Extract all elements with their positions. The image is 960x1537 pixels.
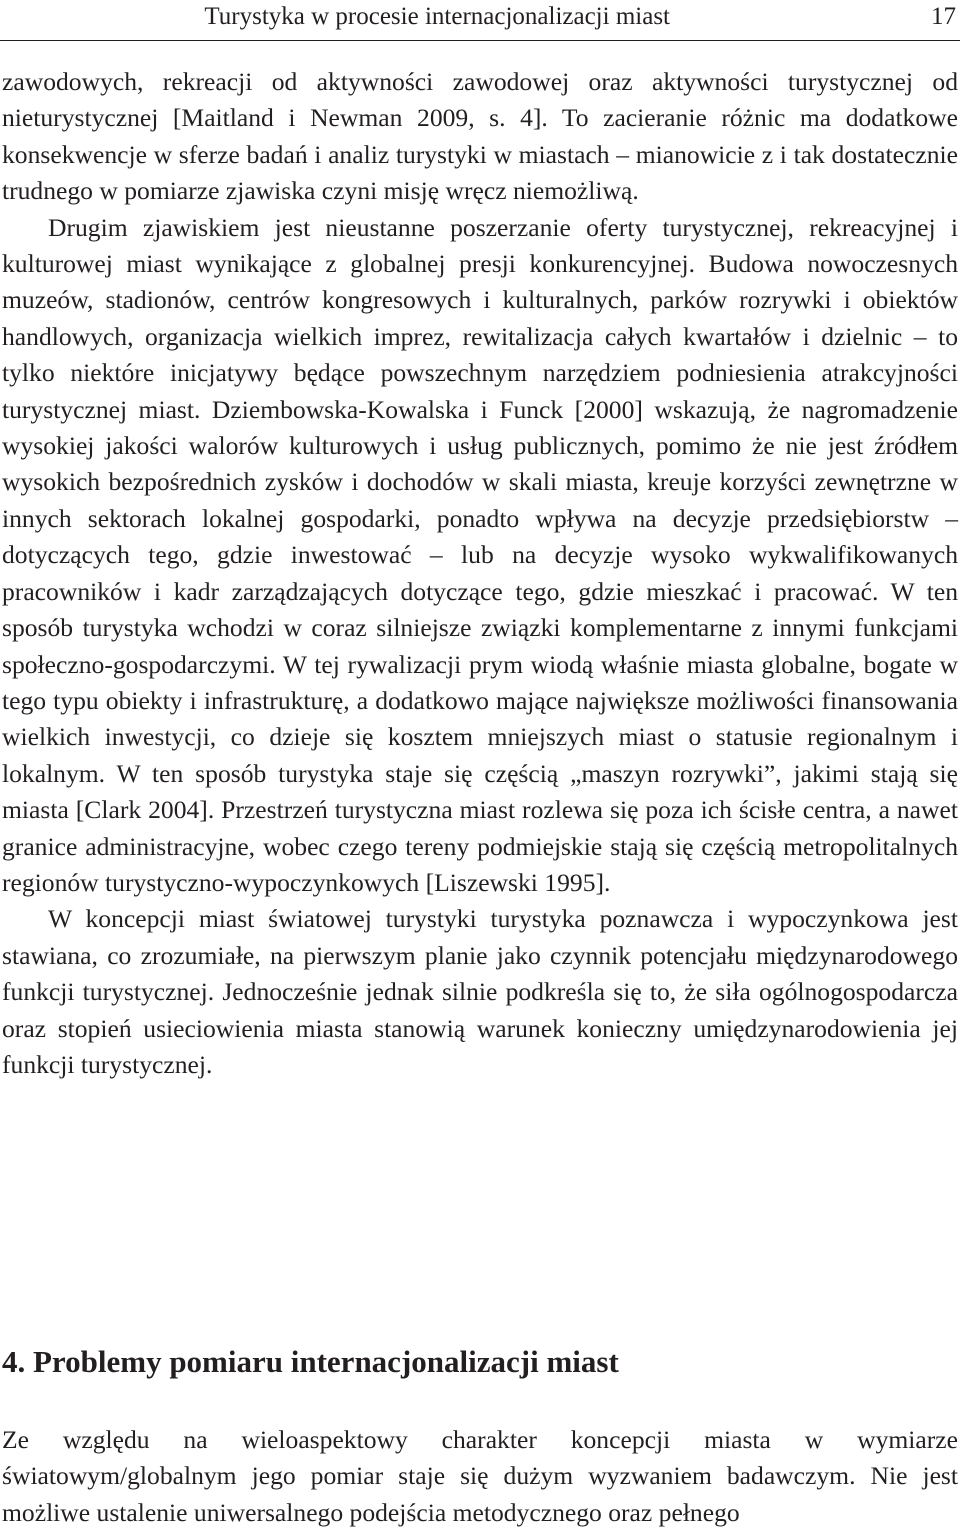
- section-body: [2, 1422, 958, 1531]
- running-header: [0, 0, 960, 41]
- section-heading: 4. Problemy pomiaru internacjonalizacji miast: [2, 1344, 619, 1379]
- section-paragraph: Ze względu na wieloaspektowy charakter koncepcji miasta w wymiarze światowym/globalnym jego pomiar staje się dużym wyzwaniem badawczym. Nie jest możliwe ustalenie uniwersalnego podejścia metodycznego oraz pełnego: [2, 1425, 958, 1527]
- body-text: [2, 64, 958, 1083]
- paragraph-offer-expansion: Drugim zjawiskiem jest nieustanne poszerzanie oferty turystycznej, rekreacyjnej i kulturowej miast wynikające z globalnej presji konkurencyjnej. Budowa nowoczesnych muzeów, stadionów, centrów kongresowych i kulturalnych, parków rozrywki i obiektów handlowych, organizacja wielkich imprez, rewitalizacja całych kwartałów i dzielnic – to tylko niektóre inicjatywy będące powszechnym narzędziem podniesienia atrakcyjności turystycznej miast. Dziembowska-Kowalska i Funck [2000] wskazują, że nagromadzenie wysokiej jakości walorów kulturowych i usług publicznych, pomimo że nie jest źródłem wysokich bezpośrednich zysków i dochodów w skali miasta, kreuje korzyści zewnętrzne w innych sektorach lokalnej gospodarki, ponadto wpływa na decyzje przedsiębiorstw – dotyczących tego, gdzie inwestować – lub na decyzje wysoko wykwalifikowanych pracowników i kadr zarządzających dotyczące tego, gdzie mieszkać i pracować. W ten sposób turystyka wchodzi w coraz silniejsze związki komplementarne z innymi funkcjami społeczno-gospodarczymi. W tej rywalizacji prym wiodą właśnie miasta globalne, bogate w tego typu obiekty i infrastrukturę, a dodatkowo mające największe możliwości finansowania wielkich inwestycji, co dzieje się kosztem mniejszych miast o statusie regionalnym i lokalnym. W ten sposób turystyka staje się częścią „maszyn rozrywki”, jakimi stają się miasta [Clark 2004]. Przestrzeń turystyczna miast rozlewa się poza ich ścisłe centra, a nawet granice administracyjne, wobec czego tereny podmiejskie stają się częścią metropolitalnych regionów turystyczno-wypoczynkowych [Liszewski 1995].: [2, 212, 958, 897]
- paragraph-world-tourism-cities: W koncepcji miast światowej turystyki turystyka poznawcza i wypoczynkowa jest stawiana, co zrozumiałe, na pierwszym planie jako czynnik potencjału międzynarodowego funkcji turystycznej. Jednocześnie jednak silnie podkreśla się to, że siła ogólnogospodarcza oraz stopień usieciowienia miasta stanowią warunek konieczny umiędzynarodowienia jej funkcji turystycznej.: [2, 904, 958, 1079]
- paragraph-continuation: zawodowych, rekreacji od aktywności zawodowej oraz aktywności turystycznej od nieturystycznej [Maitland i Newman 2009, s. 4]. To zacieranie różnic ma dodatkowe konsekwencje w sferze badań i analiz turystyki w miastach – mianowicie z i tak dostatecznie trudnego w pomiarze zjawiska czyni misję wręcz niemożliwą.: [2, 67, 958, 206]
- running-header-title: Turystyka w procesie internacjonalizacji miast: [204, 3, 670, 30]
- page-number: 17: [931, 3, 956, 30]
